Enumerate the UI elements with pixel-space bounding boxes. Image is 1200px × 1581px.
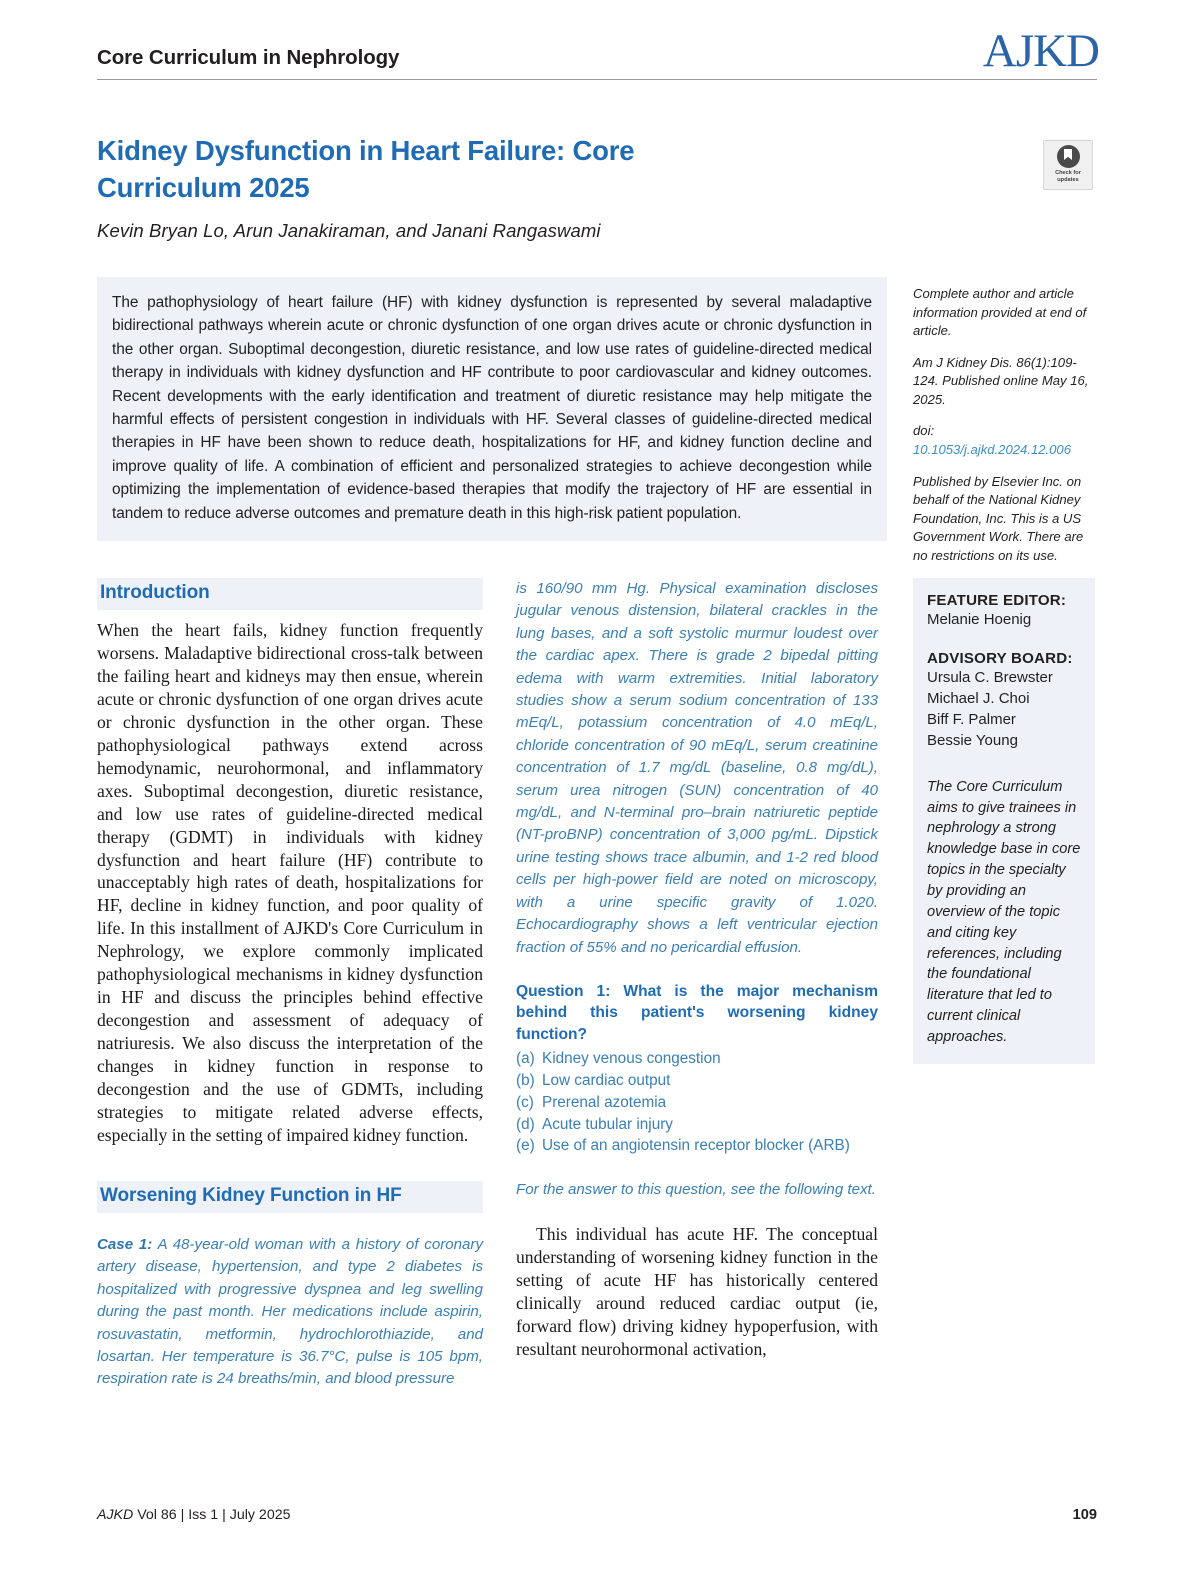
answer-option-a[interactable] <box>516 1048 878 1070</box>
answer-option-d[interactable] <box>516 1114 878 1136</box>
check-for-updates-badge[interactable] <box>1043 140 1093 190</box>
journal-citation: Am J Kidney Dis. 86(1):109-124. Published online May 16, 2025. <box>913 354 1089 407</box>
title-block <box>97 133 707 242</box>
crossmark-label-line1: Check for <box>1055 170 1081 176</box>
core-curriculum-blurb: The Core Curriculum aims to give trainees in nephrology a strong knowledge base in core topics in the specialty by providing an overview of the topic and citing key references, including the foundational literature that led to current clinical approaches. <box>927 778 1081 1045</box>
crossmark-label <box>1055 170 1081 184</box>
answer-key: (a) <box>516 1050 535 1068</box>
advisory-board-member: Ursula C. Brewster <box>927 668 1053 686</box>
feature-editor-heading: FEATURE EDITOR: <box>927 592 1067 609</box>
spacer <box>97 1222 483 1234</box>
page-footer <box>97 1507 1097 1527</box>
answer-key: (e) <box>516 1137 535 1155</box>
advisory-board-member: Biff F. Palmer <box>927 710 1016 728</box>
discussion-paragraph: This individual has acute HF. The conceptual understanding of worsening kidney function in the setting of acute HF has historically centered clinically around reduced cardiac output (ie, forward flow) driving kidney hypoperfusion, with resultant neurohormonal activation, <box>516 1224 878 1359</box>
advisory-board-heading: ADVISORY BOARD: <box>927 649 1073 667</box>
crossmark-label-line2: updates <box>1057 176 1079 183</box>
section-heading-worsening-kidney-function: Worsening Kidney Function in HF <box>97 1181 483 1213</box>
answer-label: Use of an angiotensin receptor blocker (ARB) <box>542 1137 850 1155</box>
footer-journal: AJKD <box>97 1507 134 1523</box>
doi-link[interactable]: 10.1053/j.ajkd.2024.12.006 <box>913 442 1071 458</box>
column-left <box>97 578 483 1391</box>
running-head <box>97 25 1099 92</box>
answer-label: Acute tubular injury <box>542 1115 673 1133</box>
footer-page-number: 109 <box>1072 1507 1097 1523</box>
answer-key: (b) <box>516 1072 535 1090</box>
running-head-title: Core Curriculum in Nephrology <box>97 46 400 69</box>
column-middle <box>516 578 878 1361</box>
answer-key: (d) <box>516 1115 535 1133</box>
case-1-label: Case 1: <box>97 1235 153 1253</box>
case-1-continued: is 160/90 mm Hg. Physical examination discloses jugular venous distension, bilateral crackles in the lung bases, and a soft systolic murmur loudest over the cardiac apex. There is grade 2 bipedal pitting edema with warm extremities. Initial laboratory studies show a serum sodium concentration of 133 mEq/L, potassium concentration of 4.0 mEq/L, chloride concentration of 90 mEq/L, serum creatinine concentration of 1.7 mg/dL (baseline, 0.8 mg/dL), serum urea nitrogen (SUN) concentration of 40 mg/dL, and N-terminal pro–brain natriuretic peptide (NT-proBNP) concentration of 3,000 pg/mL. Dipstick urine testing shows trace albumin, and 1-2 red blood cells per high-power field are noted on microscopy, with a urine specific gravity of 1.020. Echocardiography shows a left ventricular ejection fraction of 55% and no pericardial effusion. <box>516 580 878 956</box>
footer-citation <box>97 1507 290 1523</box>
doi-line <box>913 422 1095 459</box>
question-1-heading: Question 1: What is the major mechanism behind this patient's worsening kidney function? <box>516 982 878 1043</box>
crossmark-icon <box>1057 145 1080 168</box>
question-1-answer-list <box>516 1048 878 1157</box>
abstract-panel <box>97 277 887 541</box>
author-information-note: Complete author and article information provided at end of article. <box>913 286 1087 339</box>
running-head-divider <box>97 79 1097 80</box>
answer-option-e[interactable] <box>516 1135 878 1157</box>
footer-volume-info: Vol 86 | Iss 1 | July 2025 <box>133 1507 291 1523</box>
answer-key: (c) <box>516 1093 534 1111</box>
spacer <box>927 630 1081 650</box>
publisher-note: Published by Elsevier Inc. on behalf of the National Kidney Foundation, Inc. This is a US Government Work. There are no restrictions on its use. <box>913 473 1084 563</box>
answer-label: Prerenal azotemia <box>542 1093 667 1111</box>
case-1-text: A 48-year-old woman with a history of coronary artery disease, hypertension, and type 2 diabetes is hospitalized with progressive dyspnea and leg swelling during the past month. Her medications include aspirin, rosuvastatin, metformin, hydrochlorothiazide, and losartan. Her temperature is 36.7°C, pulse is 105 bpm, respiration rate is 24 breaths/min, and blood pressure <box>97 1235 483 1388</box>
section-heading-introduction: Introduction <box>97 578 483 610</box>
feature-editor-name: Melanie Hoenig <box>927 611 1032 628</box>
feature-editor-panel <box>913 578 1095 1064</box>
abstract-text: The pathophysiology of heart failure (HF) with kidney dysfunction is represented by several maladaptive bidirectional pathways wherein acute or chronic dysfunction of one organ drives acute or chronic dysfunction in the other organ. Suboptimal decongestion, diuretic resistance, and low use rates of guideline-directed medical therapy in individuals with kidney dysfunction and HF contribute to poor cardiovascular and kidney outcomes. Recent developments with the early identification and treatment of diuretic resistance may help mitigate the harmful effects of persistent congestion in individuals with HF. Several classes of guideline-directed medical therapies in HF have been shown to reduce death, hospitalizations for HF, and kidney function decline and improve quality of life. A combination of efficient and personalized strategies to achieve decongestion while optimizing the implementation of evidence-based therapies that modify the trajectory of HF are essential in tandem to reduce adverse outcomes and premature death in this high-risk patient population. <box>112 294 872 522</box>
answer-label: Low cardiac output <box>542 1072 671 1090</box>
article-information <box>913 285 1095 566</box>
answer-label: Kidney venous congestion <box>542 1050 721 1068</box>
ajkd-logo: AJKD <box>982 25 1099 77</box>
answer-pointer-note: For the answer to this question, see the following text. <box>516 1181 876 1199</box>
introduction-paragraph: When the heart fails, kidney function frequently worsens. Maladaptive bidirectional cross-talk between the failing heart and kidneys may then ensue, wherein acute or chronic dysfunction of one organ drives acute or chronic dysfunction in the other organ. These pathophysiological pathways extend across hemodynamic, neurohormonal, and inflammatory axes. Suboptimal decongestion, diuretic resistance, and low use rates of guideline-directed medical therapy (GDMT) in individuals with kidney dysfunction and heart failure (HF) contribute to unacceptably high rates of death, hospitalizations for HF, decline in kidney function, and poor quality of life. In this installment of AJKD's Core Curriculum in Nephrology, we explore commonly implicated pathophysiological mechanisms in kidney dysfunction in HF and discuss the principles behind effective decongestion and assessment of adequacy of natriuresis. We also discuss the interpretation of the changes in kidney function in response to decongestion and the use of GDMTs, including strategies to mitigate related adverse effects, especially in the setting of impaired kidney function. <box>97 620 483 1145</box>
page-title: Kidney Dysfunction in Heart Failure: Core Curriculum 2025 <box>97 135 635 203</box>
advisory-board-member: Michael J. Choi <box>927 689 1030 707</box>
advisory-board-member: Bessie Young <box>927 731 1018 749</box>
spacer <box>516 1201 878 1223</box>
spacer <box>516 959 878 981</box>
author-list: Kevin Bryan Lo, Arun Janakiraman, and Janani Rangaswami <box>97 220 601 242</box>
answer-option-b[interactable] <box>516 1070 878 1092</box>
doi-label: doi: <box>913 423 935 439</box>
answer-option-c[interactable] <box>516 1092 878 1114</box>
spacer <box>97 1147 483 1181</box>
case-1-paragraph <box>97 1234 483 1391</box>
